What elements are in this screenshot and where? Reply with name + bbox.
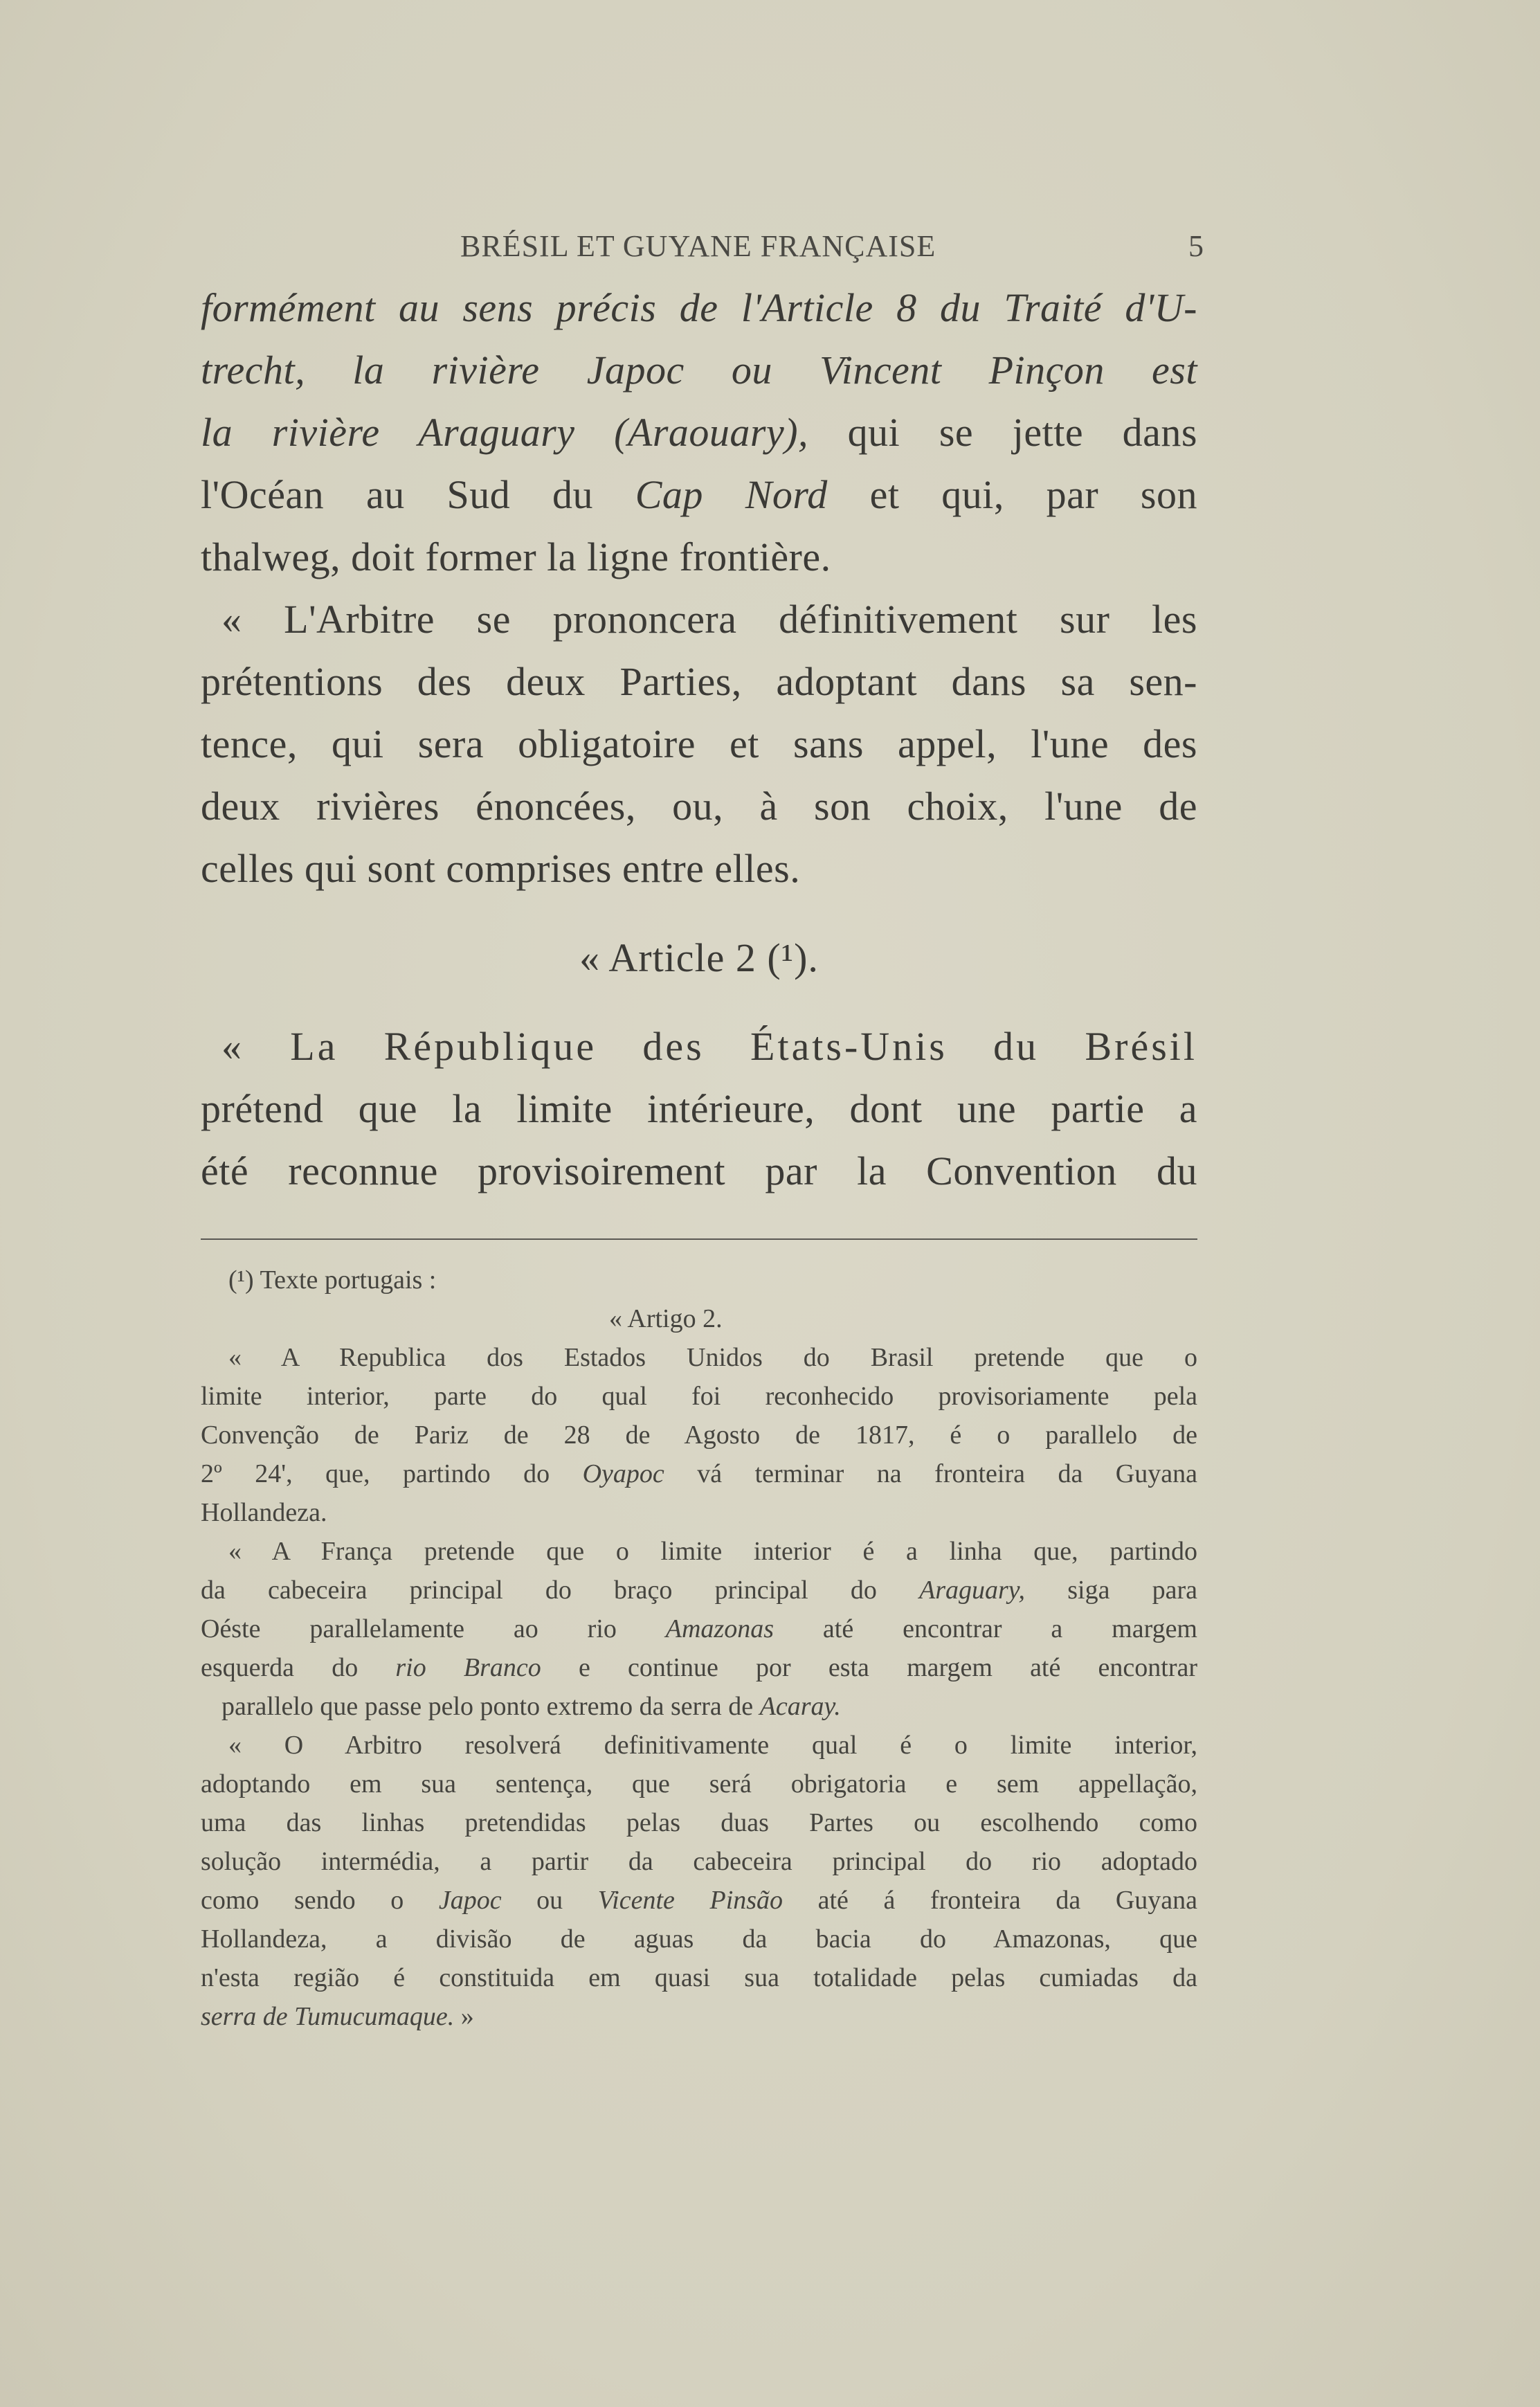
footnote-line: da cabeceira principal do braço principal do Araguary, siga para	[201, 1576, 1197, 1605]
footnote-intro: (¹) Texte portugais :	[228, 1265, 437, 1295]
page-header	[201, 228, 1204, 277]
footnote-line: adoptando em sua sentença, que será obrigatoria e sem appellação,	[201, 1769, 1197, 1799]
running-title: BRÉSIL ET GUYANE FRANÇAISE	[460, 229, 936, 263]
footnote-line: Oéste parallelamente ao rio Amazonas até encontrar a margem	[201, 1614, 1197, 1643]
footnotes	[201, 1261, 1197, 2036]
text-line: « L'Arbitre se prononcera définitivement sur les	[221, 597, 1197, 642]
article-heading: « Article 2 (¹).	[579, 935, 819, 980]
text-line: tence, qui sera obligatoire et sans appel, l'une des	[201, 721, 1197, 766]
main-text-continued	[201, 1016, 1197, 1202]
text-line: prétentions des deux Parties, adoptant dans sa sen-	[201, 659, 1197, 704]
footnote-line: uma das linhas pretendidas pelas duas Partes ou escolhendo como	[201, 1808, 1197, 1837]
text-line: celles qui sont comprises entre elles.	[201, 846, 801, 891]
text-line: été reconnue provisoirement par la Convention du	[201, 1148, 1197, 1193]
footnote-line: como sendo o Japoc ou Vicente Pinsão até á fronteira da Guyana	[201, 1886, 1198, 1915]
text-line: la rivière Araguary (Araouary), qui se jette dans	[201, 410, 1198, 455]
book-page	[201, 228, 1204, 2036]
text-line: deux rivières énoncées, ou, à son choix, l'une de	[201, 784, 1197, 829]
footnote-line: solução intermédia, a partir da cabeceira principal do rio adoptado	[201, 1847, 1197, 1876]
page-number: 5	[1188, 229, 1204, 263]
footnote-line: 2º 24', que, partindo do Oyapoc vá terminar na fronteira da Guyana	[201, 1459, 1197, 1488]
text-line: l'Océan au Sud du Cap Nord et qui, par son	[201, 472, 1197, 517]
text-line: « La République des États-Unis du Brésil	[221, 1024, 1197, 1069]
footnote-line: « A França pretende que o limite interior é a linha que, partindo	[228, 1537, 1197, 1566]
text-line: formément au sens précis de l'Article 8 du Traité d'U-	[201, 285, 1197, 330]
text-line: thalweg, doit former la ligne frontière.	[201, 534, 831, 579]
footnote-line: Hollandeza, a divisão de aguas da bacia do Amazonas, que	[201, 1924, 1197, 1954]
footnote-line: serra de Tumucumaque. »	[201, 2002, 474, 2031]
footnote-line: n'esta região é constituida em quasi sua totalidade pelas cumiadas da	[201, 1963, 1197, 1992]
footnote-article: « Artigo 2.	[609, 1304, 723, 1333]
footnote-line: « A Republica dos Estados Unidos do Brasil pretende que o	[228, 1343, 1197, 1372]
footnote-line: Convenção de Pariz de 28 de Agosto de 1817, é o parallelo de	[201, 1421, 1197, 1450]
text-line: trecht, la rivière Japoc ou Vincent Pinçon est	[201, 348, 1197, 393]
footnote-line: « O Arbitro resolverá definitivamente qual é o limite interior,	[228, 1731, 1197, 1760]
footnote-line: esquerda do rio Branco e continue por esta margem até encontrar	[201, 1653, 1197, 1682]
main-text	[201, 277, 1197, 900]
footnote-line: Hollandeza.	[201, 1498, 327, 1527]
footnote-divider	[201, 1238, 1197, 1240]
footnote-line: limite interior, parte do qual foi reconhecido provisoriamente pela	[201, 1382, 1197, 1411]
footnote-line: parallelo que passe pelo ponto extremo da serra de Acaray.	[221, 1692, 841, 1721]
text-line: prétend que la limite intérieure, dont une partie a	[201, 1086, 1197, 1131]
